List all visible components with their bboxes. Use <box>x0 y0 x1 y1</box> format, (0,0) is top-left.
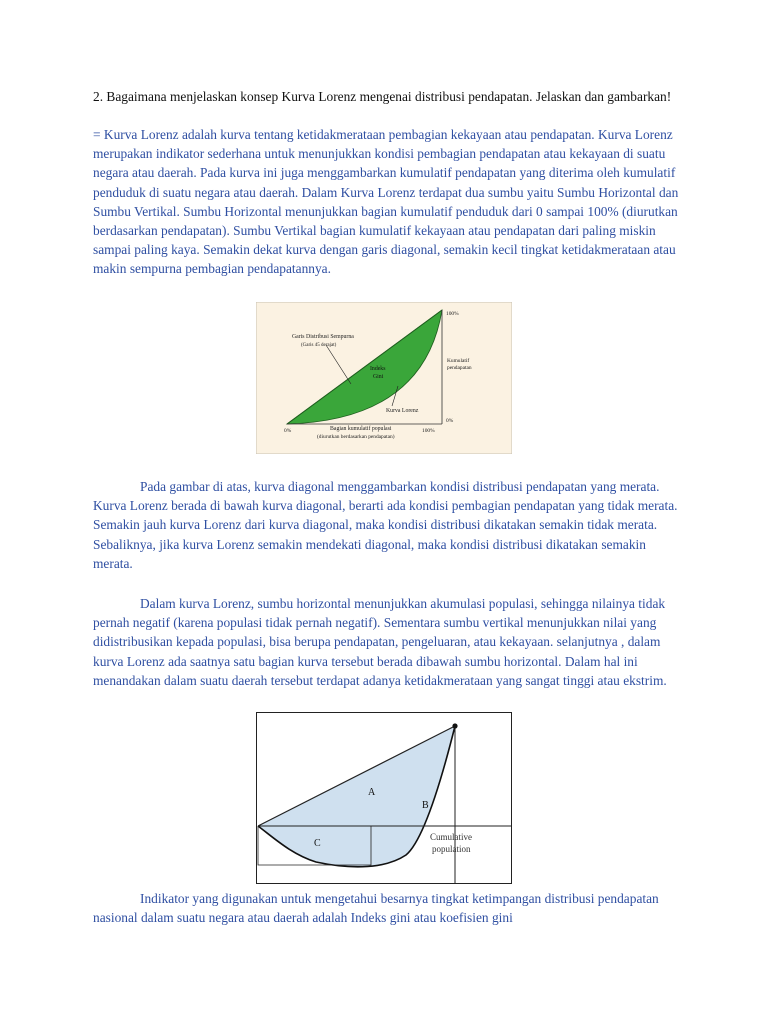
label-gini-2: Gini <box>373 374 384 380</box>
label-diagonal: Garis Distribusi Sempurna <box>292 334 354 340</box>
label-x-2: population <box>432 844 471 854</box>
label-y-2: pendapatan <box>447 365 472 371</box>
lorenz-curve-figure <box>256 302 512 454</box>
label-y-1: Kumulatif <box>447 358 470 364</box>
label-c: C <box>314 838 321 849</box>
label-x-1: Bagian kumulatif populasi <box>330 426 392 432</box>
label-100-bottom: 100% <box>422 428 435 434</box>
label-diagonal-sub: (Garis 45 derajat) <box>301 343 337 348</box>
label-0-right: 0% <box>446 418 454 424</box>
label-a: A <box>368 787 376 798</box>
label-0-left: 0% <box>284 428 292 434</box>
answer-intro-paragraph: = Kurva Lorenz adalah kurva tentang ketidakmerataan pembagian kekayaan atau pendapatan. Kurva Lorenz merupakan indikator sederhana untuk menunjukkan kondisi pembagian pendapatan atau kekayaan di suatu negara atau daerah. Pada kurva ini juga menggambarkan kumulatif pendapatan yang diterima oleh kumulatif penduduk di suatu negara atau daerah. Dalam Kurva Lorenz terdapat dua sumbu yaitu Sumbu Horizontal dan Sumbu Vertikal. Sumbu Horizontal menunjukkan bagian kumulatif penduduk dari 0 sampai 100% (diurutkan berdasarkan pendapatan). Sumbu Vertikal bagian kumulatif kekayaan atau pendapatan dari paling miskin sampai paling kaya. Semakin dekat kurva dengan garis diagonal, semakin kecil tingkat ketidakmerataan atau makin sempurna pembagian pendapatannya. <box>93 127 679 277</box>
label-lorenz: Kurva Lorenz <box>386 408 419 414</box>
paragraph-4-text: Indikator yang digunakan untuk mengetahui besarnya tingkat ketimpangan distribusi pendapatan nasional dalam suatu negara atau daerah adalah Indeks gini atau koefisien gini <box>93 891 659 926</box>
label-x-1: Cumulative <box>430 832 472 842</box>
label-100-top: 100% <box>446 311 459 317</box>
paragraph-2 <box>93 477 683 573</box>
negative-lorenz-figure <box>256 712 512 884</box>
label-b: B <box>422 800 429 811</box>
paragraph-4 <box>93 889 683 927</box>
question-text: 2. Bagaimana menjelaskan konsep Kurva Lorenz mengenai distribusi pendapatan. Jelaskan dan gambarkan! <box>93 89 672 104</box>
paragraph-3-text: Dalam kurva Lorenz, sumbu horizontal menunjukkan akumulasi populasi, sehingga nilainya tidak pernah negatif (karena populasi tidak pernah negatif). Sementara sumbu vertikal menunjukkan nilai yang didistribusikan kepada populasi, bisa berupa pendapatan, pengeluaran, atau kekayaan. selanjutnya , dalam kurva Lorenz ada saatnya satu bagian kurva tersebut berada dibawah sumbu horizontal. Dalam hal ini menandakan dalam suatu daerah tersebut terdapat adanya ketidakmerataan yang sangat tinggi atau ekstrim. <box>93 596 667 688</box>
label-gini-1: Indeks <box>370 366 386 372</box>
label-x-2: (diurutkan berdasarkan pendapatan) <box>317 434 395 440</box>
paragraph-2-text: Pada gambar di atas, kurva diagonal menggambarkan kondisi distribusi pendapatan yang merata. Kurva Lorenz berada di bawah kurva diagonal, berarti ada kondisi pembagian pendapatan yang tidak merata. Semakin jauh kurva Lorenz dari kurva diagonal, maka kondisi distribusi dikatakan semakin tidak merata. Sebaliknya, jika kurva Lorenz semakin mendekati diagonal, maka kondisi distribusi dikatakan semakin merata. <box>93 479 678 571</box>
paragraph-3 <box>93 594 683 690</box>
end-point-top <box>452 723 457 728</box>
